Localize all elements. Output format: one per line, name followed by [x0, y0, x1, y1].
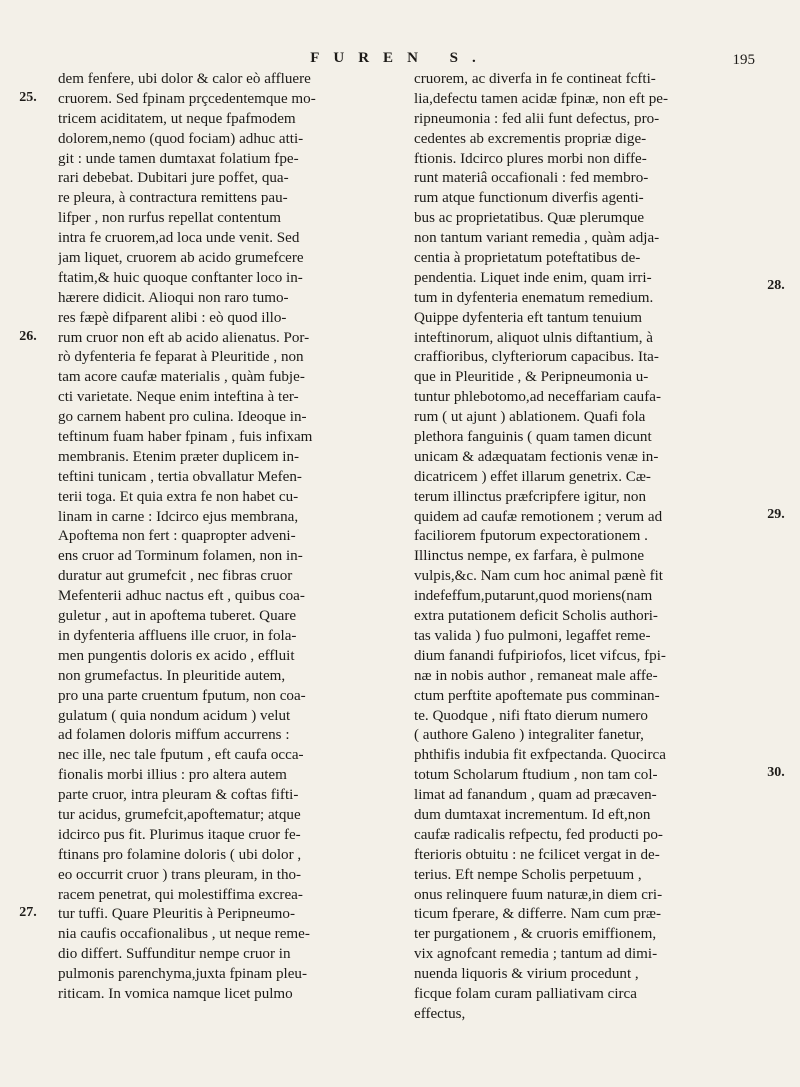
right-text-line: extra putationem deficit Scholis authori-	[414, 608, 658, 625]
right-text-line: runt materiâ occafionali : fed membro-	[414, 170, 649, 187]
left-text-line: tur tuffi. Quare Pleuritis à Peripneumo-	[58, 906, 295, 923]
right-text-line: unicam & adæquatam fectionis venæ in-	[414, 448, 659, 465]
left-text-line: hærere didicit. Alioqui non raro tumo-	[58, 289, 289, 306]
left-text-line: parte cruor, intra pleuram & coftas fifti-	[58, 787, 299, 804]
right-text-line: plethora fanguinis ( quam tamen dicunt	[414, 429, 652, 446]
left-text-line: ftatim,& huic quoque conftanter loco in-	[58, 269, 303, 286]
right-text-line: quidem ad caufæ remotionem ; verum ad	[414, 508, 663, 525]
left-text-line: pro una parte cruentum fputum, non coa-	[58, 687, 306, 704]
left-text-line: re pleura, à contractura remittens pau-	[58, 190, 288, 207]
right-text-line: non tantum variant remedia , quàm adja-	[414, 230, 660, 247]
margin-number-28: 28.	[767, 278, 785, 293]
right-text-line: dium fanandi fufpiriofos, licet vifcus, fpi-	[414, 647, 666, 664]
right-text-line: terius. Eft nempe Scholis perpetuum ,	[414, 866, 642, 883]
left-text-line: res fæpè difparent alibi : eò quod illo-	[58, 309, 287, 326]
left-text-line: in dyfenteria affluens ille cruor, in fola-	[58, 627, 297, 644]
left-text-line: tricem aciditatem, ut neque fpafmodem	[58, 110, 296, 127]
right-text-line: rum ( ut ajunt ) ablationem. Quafi fola	[414, 409, 646, 426]
left-text-line: tam acore caufæ materialis , quàm fubje-	[58, 369, 305, 386]
right-text-line: inteftinorum, aliquot ulnis diftantium, à	[414, 329, 653, 346]
right-text-line: te. Quodque , nifi ftato dierum numero	[414, 707, 648, 724]
left-text-line: rari debebat. Dubitari jure poffet, qua-	[58, 170, 289, 187]
left-text-line: riticam. In vomica namque licet pulmo	[58, 985, 293, 1002]
right-text-line: que in Pleuritide , & Peripneumonia u-	[414, 369, 649, 386]
right-column	[414, 70, 756, 1025]
right-text-line: cruorem, ac diverfa in fe contineat fcfti-	[414, 71, 656, 87]
right-text-line: pendentia. Liquet inde enim, quam irri-	[414, 269, 652, 286]
right-text-line: phthifis indubia fit exfpectanda. Quocirca	[414, 747, 666, 764]
right-text-line: ctum perftite apoftemate pus comminan-	[414, 687, 660, 704]
right-text-line: fterioris obtuitu : ne fcilicet vergat in de-	[414, 846, 660, 863]
right-text-line: limat ad fanandum , quam ad præcaven-	[414, 787, 657, 804]
left-text-line: go carnem habent pro culina. Ideoque in-	[58, 409, 307, 426]
left-text-line: ad folamen doloris miffum accurrens :	[58, 727, 290, 744]
right-text-line: caufæ radicalis refpectu, fed producti po-	[414, 826, 663, 843]
left-text-line: ens cruor ad Torminum folamen, non in-	[58, 548, 303, 565]
left-column	[58, 70, 388, 1005]
right-text-line: bus ac proprietatibus. Quæ plerumque	[414, 210, 645, 227]
right-text-line: lia,defectu tamen acidæ fpinæ, non eft pe-	[414, 90, 668, 107]
left-text-line: membranis. Etenim præter duplicem in-	[58, 448, 300, 465]
left-text-line: Mefenterii adhuc nactus eft , quibus coa-	[58, 588, 305, 605]
left-text-line: teftini tunicam , tertia obvallatur Mefen-	[58, 468, 302, 485]
right-text-line: onus relinquere fuum naturæ,in diem cri-	[414, 886, 663, 903]
left-text-line: dolorem,nemo (quod fociam) adhuc atti-	[58, 130, 304, 147]
left-text-line: tur acidus, grumefcit,apoftematur; atque	[58, 806, 301, 823]
right-text-line: rum atque functionum diverfis agenti-	[414, 190, 644, 207]
right-text-line: dicatricem ) effet illarum genetrix. Cæ-	[414, 468, 651, 485]
right-text-line: Quippe dyfenteria eft tantum tenuium	[414, 309, 643, 326]
left-text-line: git : unde tamen dumtaxat folatium fpe-	[58, 150, 299, 167]
right-text-line: næ in nobis author , remaneat male affe-	[414, 667, 658, 684]
right-text-line: totum Scholarum ftudium , non tam col-	[414, 767, 658, 784]
left-text-line: eo occurrit cruor ) trans pleuram, in tho-	[58, 866, 302, 883]
right-text-line: ripneumonia : fed alii funt defectus, pro-	[414, 110, 660, 127]
left-text-line: nia caufis occafionalibus , ut neque reme-	[58, 926, 310, 943]
running-header	[0, 50, 800, 72]
left-text-line: dio differt. Suffunditur nempe cruor in	[58, 946, 291, 963]
page-number: 195	[732, 52, 755, 68]
left-text-line: intra fe cruorem,ad loca unde venit. Sed	[58, 230, 300, 247]
left-text-line: rò dyfenteria fe feparat à Pleuritide , non	[58, 349, 304, 366]
right-text-line: nuenda liquoris & virium procedunt ,	[414, 966, 639, 983]
margin-number-30: 30.	[767, 765, 785, 780]
left-text-line: men pungentis doloris ex acido , effluit	[58, 647, 295, 664]
left-text-line: pulmonis parenchyma,juxta fpinam pleu-	[58, 966, 307, 983]
right-text-line: terum illinctus præfcripfere igitur, non	[414, 488, 647, 505]
margin-number-25: 25.	[19, 90, 37, 105]
running-title: FUREN S.	[310, 50, 490, 66]
left-text-line: cti varietate. Neque enim inteftina à ter-	[58, 389, 299, 406]
margin-number-27: 27.	[19, 905, 37, 920]
margin-number-26: 26.	[19, 329, 37, 344]
right-text-line: faciliorem fputorum expectorationem .	[414, 528, 648, 545]
right-text-line: vix agnofcant remedia ; tantum ad dimi-	[414, 946, 658, 963]
right-text-line: tum in dyfenteria enematum remedium.	[414, 289, 654, 306]
left-text-line: Apoftema non fert : quapropter adveni-	[58, 528, 296, 545]
left-text-line: gulatum ( quia nondum acidum ) velut	[58, 707, 291, 724]
left-text-line: racem penetrat, qui molestiffima excrea-	[58, 886, 303, 903]
right-text-line: indefeffum,putarunt,quod moriens(nam	[414, 588, 653, 605]
right-text-line: ( authore Galeno ) integraliter fanetur,	[414, 727, 644, 744]
left-text-line: non grumefactus. In pleuritide autem,	[58, 667, 286, 684]
right-text-line: craffioribus, clyfteriorum capacibus. Ita-	[414, 349, 659, 366]
left-text-line: cruorem. Sed fpinam prçcedentemque mo-	[58, 90, 316, 107]
right-text-line: vulpis,&c. Nam cum hoc animal pænè fit	[414, 568, 663, 585]
right-text-line: tas valida ) fuo pulmoni, legaffet reme-	[414, 627, 651, 644]
left-text-line: rum cruor non eft ab acido alienatus. Por-	[58, 329, 310, 346]
left-text-line: teftinum fuam haber fpinam , fuis infixam	[58, 429, 313, 446]
right-text-line: ter purgationem , & cruoris emiffionem,	[414, 926, 657, 943]
left-text-line: lifper , non rurfus repellat contentum	[58, 210, 281, 227]
right-text-line: ticum fperare, & differre. Nam cum præ-	[414, 906, 661, 923]
margin-number-29: 29.	[767, 507, 785, 522]
left-text-line: ftinans pro folamine doloris ( ubi dolor ,	[58, 846, 302, 863]
left-text-line: idcirco pus fit. Plurimus itaque cruor fe-	[58, 826, 301, 843]
left-text-line: dem fenfere, ubi dolor & calor eò affluere	[58, 71, 311, 87]
left-text-line: nec ille, nec tale fputum , eft caufa occa-	[58, 747, 304, 764]
right-text-line: tuntur phlebotomo,ad neceffariam caufa-	[414, 389, 661, 406]
right-text-line: ficque folam curam palliativam circa	[414, 985, 637, 1002]
left-text-line: terii toga. Et quia extra fe non habet cu-	[58, 488, 299, 505]
right-text-line: centia à proprietatum poteftatibus de-	[414, 250, 641, 267]
left-text-line: guletur , aut in apoftema tuberet. Quare	[58, 608, 297, 625]
right-text-line: cedentes ab excrementis propriæ dige-	[414, 130, 647, 147]
left-text-line: jam liquet, cruorem ab acido grumefcere	[58, 250, 304, 267]
right-text-line: ftionis. Idcirco plures morbi non diffe-	[414, 150, 647, 167]
right-text-line: dum dumtaxat incrementum. Id eft,non	[414, 806, 651, 823]
left-text-line: linam in carne : Idcirco ejus membrana,	[58, 508, 299, 525]
left-text-line: fionalis morbi illius : pro altera autem	[58, 767, 287, 784]
left-text-line: duratur aut grumefcit , nec fibras cruor	[58, 568, 293, 585]
right-text-line: Illinctus nempe, ex farfara, è pulmone	[414, 548, 645, 565]
right-text-line: effectus,	[414, 1005, 466, 1022]
